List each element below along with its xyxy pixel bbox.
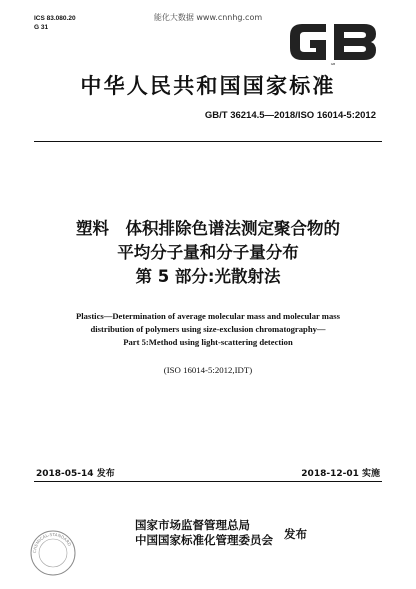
watermark-text: 能化大数据 www.cnnhg.com — [153, 13, 263, 22]
doc-title-cn-line-2: 平均分子量和分子量分布 — [117, 243, 299, 262]
circular-stamp — [28, 528, 78, 578]
standard-number: GB/T 36214.5—2018/ISO 16014-5:2012 — [204, 110, 376, 121]
doc-title-en-line-1: Plastics—Determination of average molecular mass and molecular mass — [76, 311, 340, 321]
issuer-line-2: 中国国家标准化管理委员会 — [135, 533, 273, 547]
doc-title-en-line-2: distribution of polymers using size-exclusion chromatography— — [90, 324, 326, 334]
issuer-line-1: 国家市场监督管理总局 — [135, 518, 250, 532]
issue-date: 2018-05-14 发布 — [36, 469, 115, 479]
stamp-text: CHEMICAL-STANDARD — [31, 531, 73, 554]
adoption-note: (ISO 16014-5:2012,IDT) — [163, 365, 253, 375]
doc-title-en-line-3: Part 5:Method using light-scattering detection — [123, 337, 293, 347]
gb-logo — [286, 18, 380, 66]
doc-title-cn-line-1: 塑料 体积排除色谱法测定聚合物的 — [76, 219, 340, 238]
doc-title-cn-line-3: 第 5 部分:光散射法 — [135, 267, 281, 286]
ics-code: ICS 83.080.20 — [34, 15, 76, 22]
standard-title: 中华人民共和国国家标准 — [80, 74, 336, 98]
header-rule — [34, 141, 382, 142]
gb-logo-text: GB — [330, 62, 336, 66]
ccs-code: G 31 — [34, 24, 49, 31]
footer-rule — [34, 481, 382, 482]
publish-label: 发布 — [284, 527, 307, 541]
implementation-date: 2018-12-01 实施 — [301, 469, 380, 479]
